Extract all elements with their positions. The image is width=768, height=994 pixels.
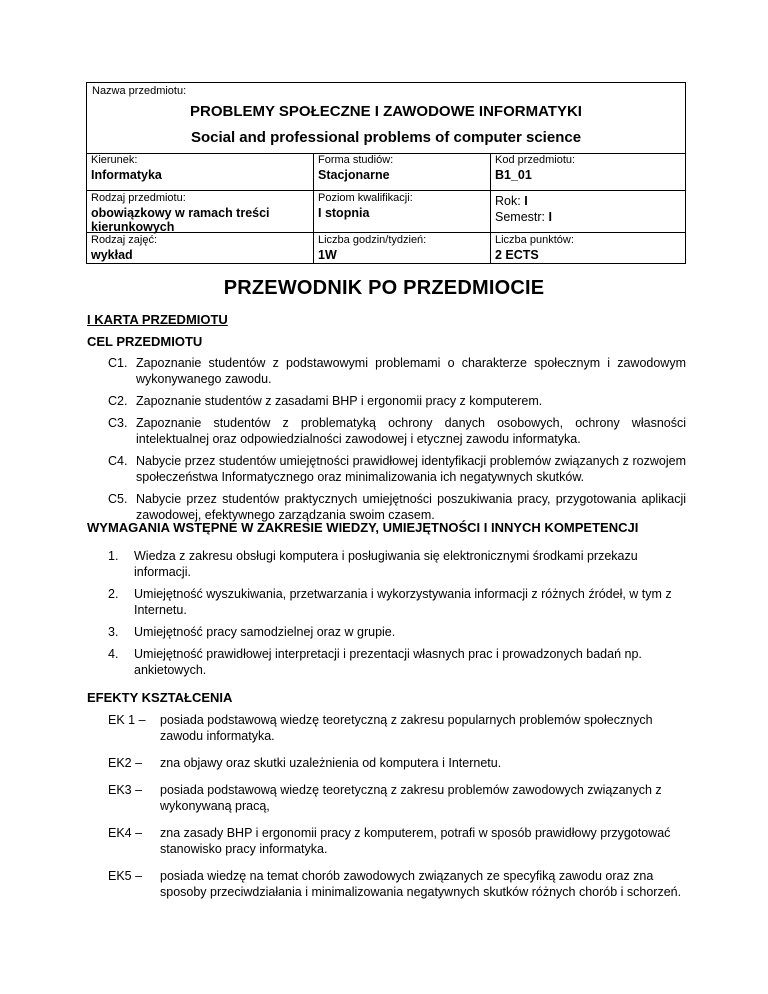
kierunek-label: Kierunek: [91, 154, 138, 166]
rodzaj-zajec-label: Rodzaj zajęć: [91, 234, 158, 246]
effect-text: zna zasady BHP i ergonomii pracy z komputerem, potrafi w sposób prawidłowy przygotować stanowisko pracy informatyka. [160, 826, 671, 856]
kod-cell [491, 153, 686, 190]
rodzaj-zajec-cell [87, 233, 314, 263]
info-row-1 [87, 153, 685, 191]
godziny-value: 1W [318, 248, 337, 262]
forma-value: Stacjonarne [318, 168, 390, 182]
kierunek-cell [87, 153, 314, 190]
rok-line [495, 194, 682, 208]
list-item [108, 755, 686, 771]
effect-code: EK 1 – [108, 713, 146, 727]
goal-text: Nabycie przez studentów umiejętności prawidłowej identyfikacji problemów związanych z rozwojem społeczeństwa Informatycznego oraz minimalizowania ich negatywnych skutków. [136, 454, 686, 484]
requirement-text: Umiejętność prawidłowej interpretacji i prezentacji własnych prac i prowadzonych badań np. ankietowych. [134, 647, 642, 677]
punkty-value: 2 ECTS [495, 248, 539, 262]
requirement-number: 4. [108, 647, 119, 661]
poziom-label: Poziom kwalifikacji: [318, 192, 413, 204]
goal-number: C3. [108, 416, 128, 430]
cel-heading: CEL PRZEDMIOTU [87, 334, 203, 349]
forma-label: Forma studiów: [318, 154, 394, 166]
rok-semestr-cell [491, 191, 686, 232]
effect-code: EK5 – [108, 869, 143, 883]
goal-text: Zapoznanie studentów z podstawowymi problemami o charakterze społecznym i zawodowym wykonywanego zawodu. [136, 356, 686, 386]
godziny-label: Liczba godzin/tydzień: [318, 234, 427, 246]
semestr-value: I [548, 210, 552, 224]
goal-number: C1. [108, 356, 128, 370]
requirement-number: 1. [108, 549, 119, 563]
page-title: PRZEWODNIK PO PRZEDMIOCIE [223, 277, 545, 299]
course-name-label: Nazwa przedmiotu: [92, 85, 187, 97]
list-item [108, 646, 686, 678]
goal-text: Zapoznanie studentów z problematyką ochrony danych osobowych, ochrony własności intelektualnej oraz odpowiedzialności zawodowej i etycznej zawodu informatyka. [136, 416, 686, 446]
course-info-table [86, 82, 686, 264]
list-item [108, 868, 686, 900]
goal-text: Nabycie przez studentów praktycznych umiejętności poszukiwania pracy, przygotowania aplikacji zawodowej, efektywnego zarządzania swoim czasem. [136, 492, 686, 522]
list-item [108, 393, 686, 409]
info-row-2 [87, 191, 685, 233]
effect-code: EK4 – [108, 826, 143, 840]
list-item [108, 355, 686, 387]
rok-value: I [524, 194, 528, 208]
course-title-pl: PROBLEMY SPOŁECZNE I ZAWODOWE INFORMATYKI [190, 103, 582, 120]
effect-code: EK3 – [108, 783, 143, 797]
requirement-text: Umiejętność pracy samodzielnej oraz w grupie. [134, 625, 396, 639]
list-item [108, 624, 686, 640]
kierunek-value: Informatyka [91, 168, 162, 182]
goals-list [108, 355, 686, 529]
effect-code: EK2 – [108, 756, 143, 770]
semestr-line [495, 210, 682, 224]
punkty-label: Liczba punktów: [495, 234, 574, 246]
list-item [108, 586, 686, 618]
rodzaj-zajec-value: wykład [91, 248, 133, 262]
rodzaj-przedmiotu-cell [87, 191, 314, 232]
semestr-label: Semestr: [495, 210, 546, 224]
goal-number: C5. [108, 492, 128, 506]
effect-text: posiada podstawową wiedzę teoretyczną z zakresu problemów zawodowych związanych z wykonywaną pracą, [160, 783, 662, 813]
forma-cell [314, 153, 491, 190]
requirement-number: 3. [108, 625, 119, 639]
requirement-text: Umiejętność wyszukiwania, przetwarzania i wykorzystywania informacji z różnych źródeł, w tym z Internetu. [134, 587, 672, 617]
karta-heading: I KARTA PRZEDMIOTU [87, 312, 228, 327]
poziom-cell [314, 191, 491, 232]
goal-text: Zapoznanie studentów z zasadami BHP i ergonomii pracy z komputerem. [136, 394, 543, 408]
punkty-cell [491, 233, 686, 263]
list-item [108, 453, 686, 485]
effect-text: posiada wiedzę na temat chorób zawodowych związanych ze specyfiką zawodu oraz zna sposoby przeciwdziałania i minimalizowania negatywnych skutków różnych chorób i schorzeń. [160, 869, 682, 899]
requirement-text: Wiedza z zakresu obsługi komputera i posługiwania się elektronicznymi środkami przekazu informacji. [134, 549, 638, 579]
effect-text: zna objawy oraz skutki uzależnienia od komputera i Internetu. [160, 756, 502, 770]
efekty-heading: EFEKTY KSZTAŁCENIA [87, 690, 233, 705]
course-title-row [87, 83, 685, 154]
effects-list [108, 712, 686, 911]
list-item [108, 712, 686, 744]
kod-value: B1_01 [495, 168, 532, 182]
list-item [108, 491, 686, 523]
rok-label: Rok: [495, 194, 521, 208]
info-row-3 [87, 233, 685, 263]
list-item [108, 782, 686, 814]
godziny-cell [314, 233, 491, 263]
wymagania-heading: WYMAGANIA WSTĘPNE W ZAKRESIE WIEDZY, UMIEJĘTNOŚCI I INNYCH KOMPETENCJI [87, 520, 639, 535]
goal-number: C2. [108, 394, 128, 408]
course-title-en: Social and professional problems of computer science [190, 129, 582, 146]
list-item [108, 548, 686, 580]
list-item [108, 415, 686, 447]
rodzaj-przedmiotu-label: Rodzaj przedmiotu: [91, 192, 186, 204]
requirements-list [108, 548, 686, 684]
goal-number: C4. [108, 454, 128, 468]
poziom-value: I stopnia [318, 206, 370, 220]
list-item [108, 825, 686, 857]
requirement-number: 2. [108, 587, 119, 601]
kod-label: Kod przedmiotu: [495, 154, 576, 166]
rodzaj-przedmiotu-value: obowiązkowy w ramach treści kierunkowych [91, 206, 270, 234]
effect-text: posiada podstawową wiedzę teoretyczną z zakresu popularnych problemów społecznych zawodu informatyka. [160, 713, 653, 743]
